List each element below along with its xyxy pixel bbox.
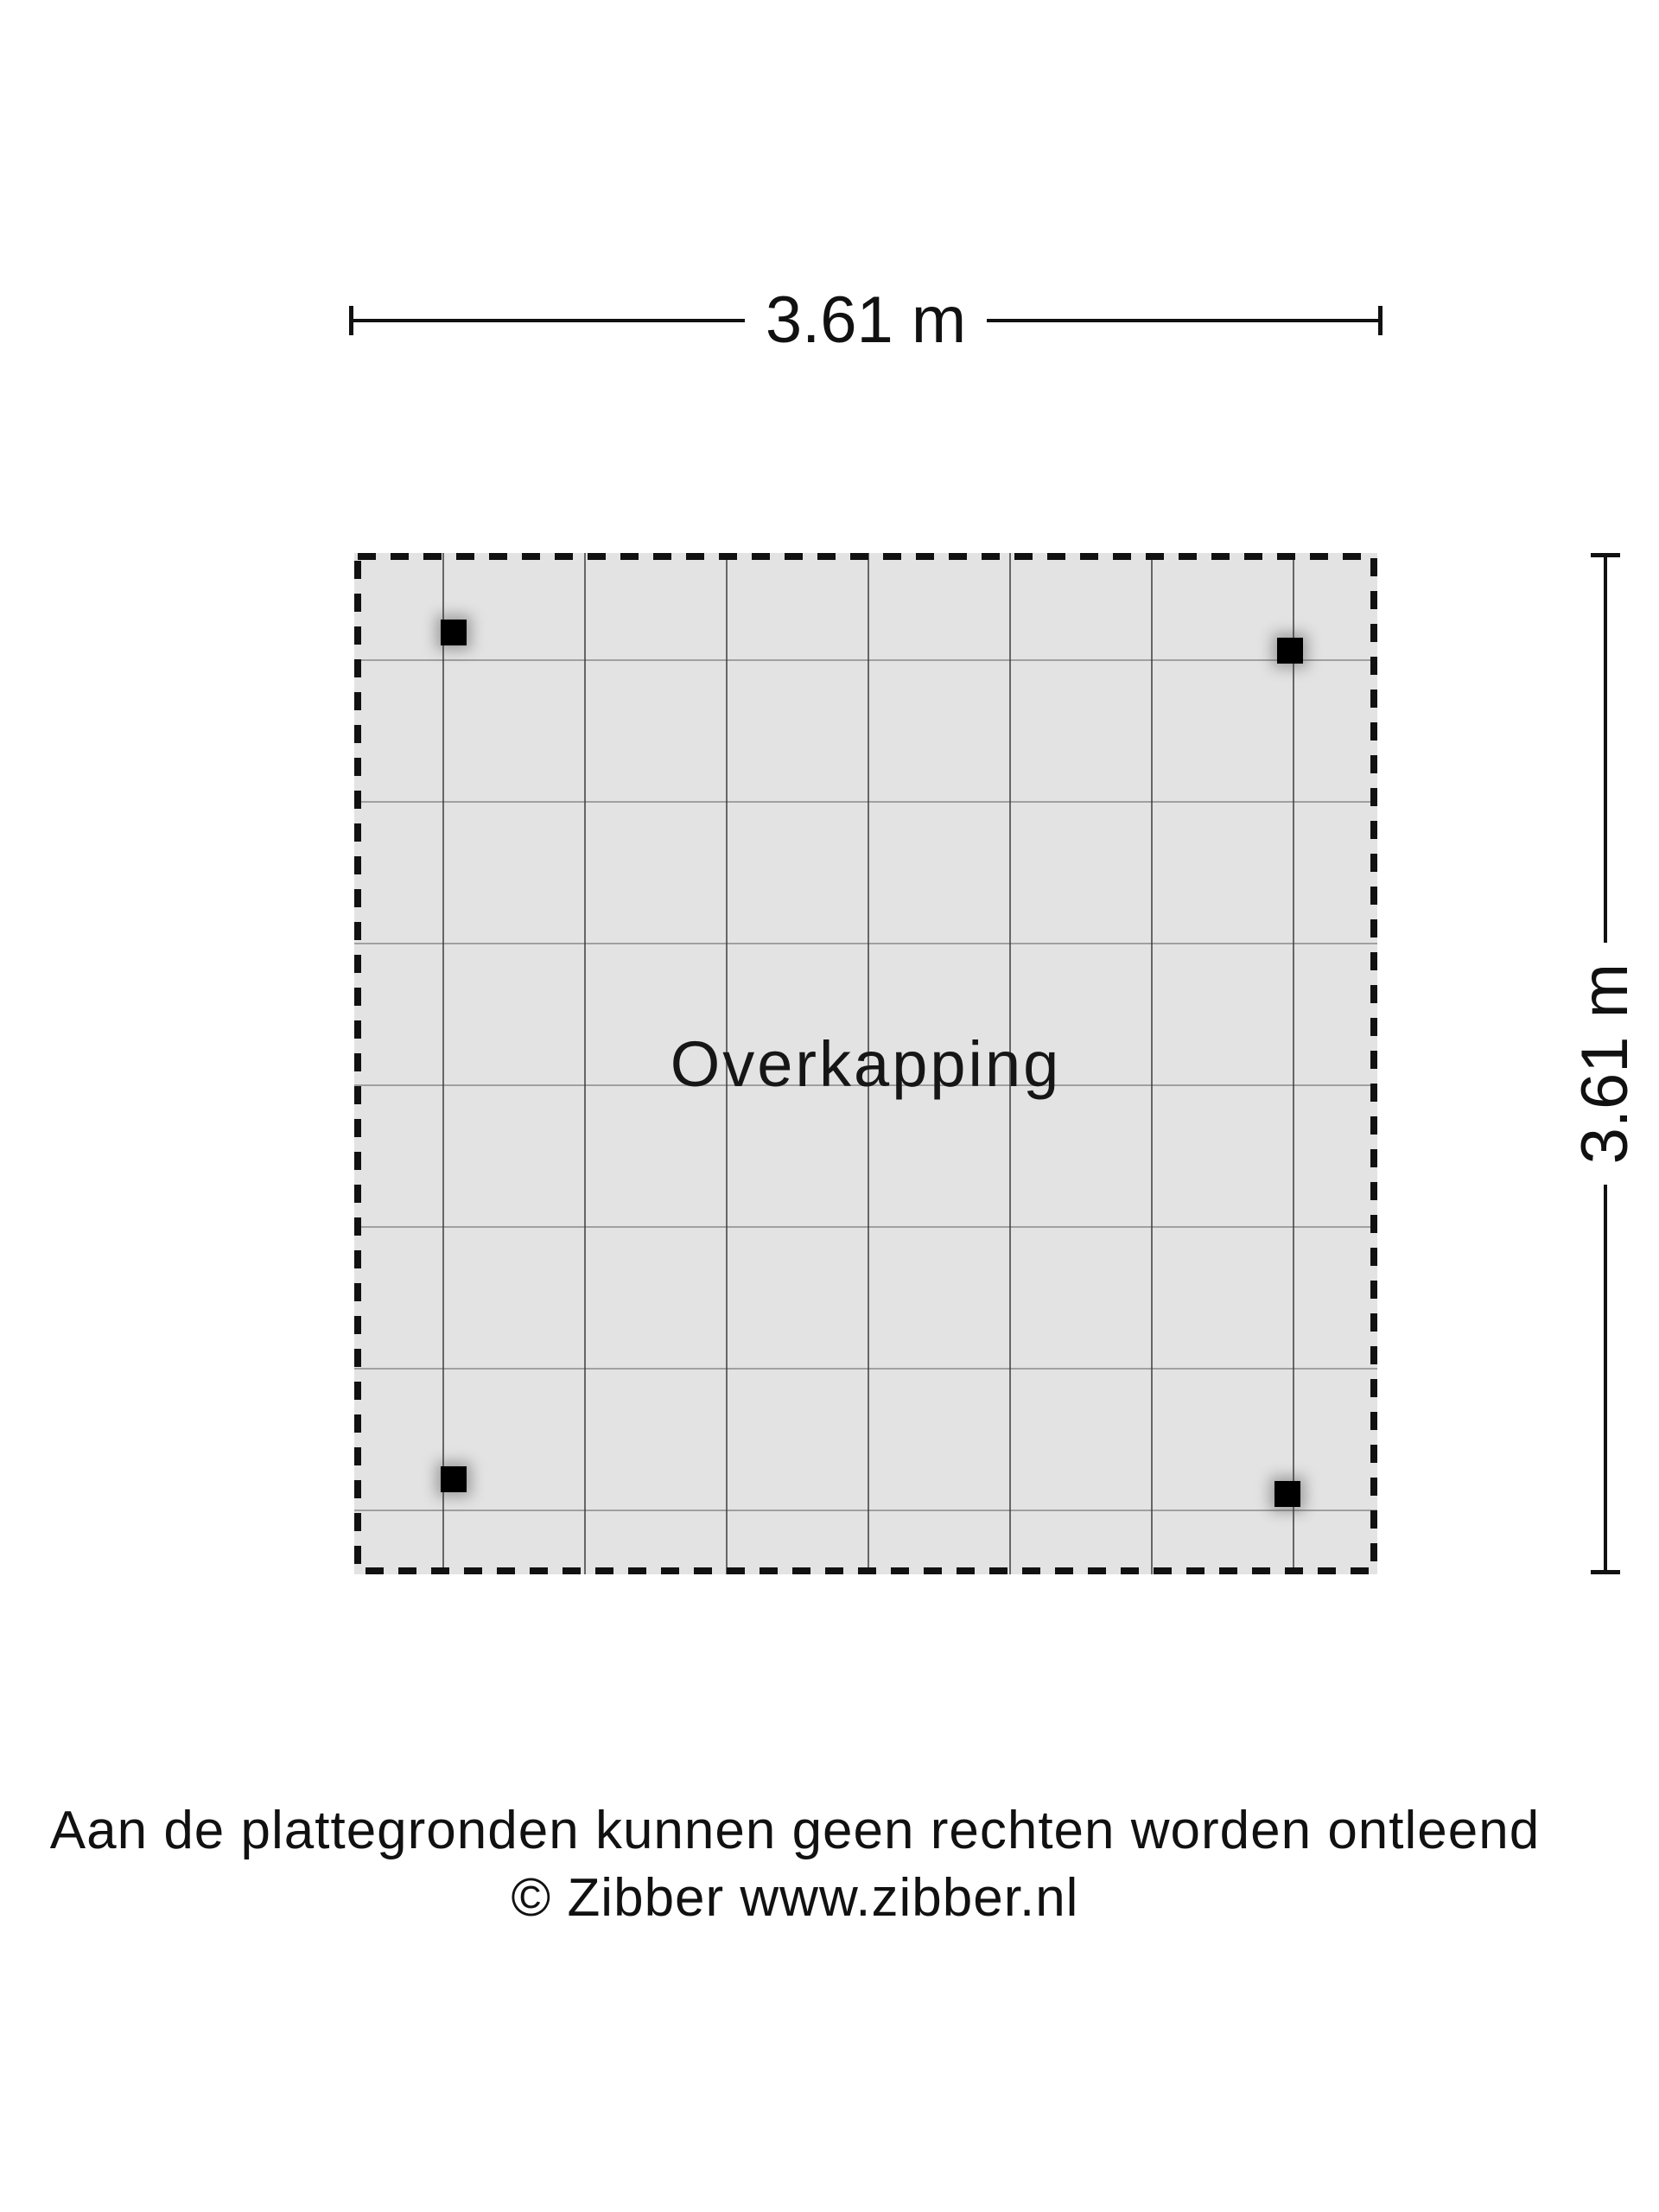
dimension-width bbox=[349, 273, 1382, 368]
dimension-tick-right bbox=[1378, 306, 1382, 335]
room-label: Overkapping bbox=[670, 1027, 1062, 1100]
dimension-line-bottom bbox=[1604, 1185, 1607, 1570]
dimension-line-right bbox=[987, 319, 1378, 322]
dimension-line-left bbox=[353, 319, 745, 322]
dimension-height-label: 3.61 m bbox=[1568, 963, 1642, 1165]
dimension-line-top bbox=[1604, 557, 1607, 943]
dimension-tick-bottom bbox=[1591, 1570, 1620, 1574]
footer-copyright: © Zibber www.zibber.nl bbox=[511, 1868, 1079, 1928]
footer bbox=[0, 1797, 1624, 1932]
dimension-height bbox=[1558, 553, 1653, 1574]
dimension-width-label: 3.61 m bbox=[765, 283, 967, 357]
footer-disclaimer: Aan de plattegronden kunnen geen rechten worden ontleend bbox=[49, 1801, 1541, 1860]
floor-plan-area bbox=[354, 553, 1377, 1574]
